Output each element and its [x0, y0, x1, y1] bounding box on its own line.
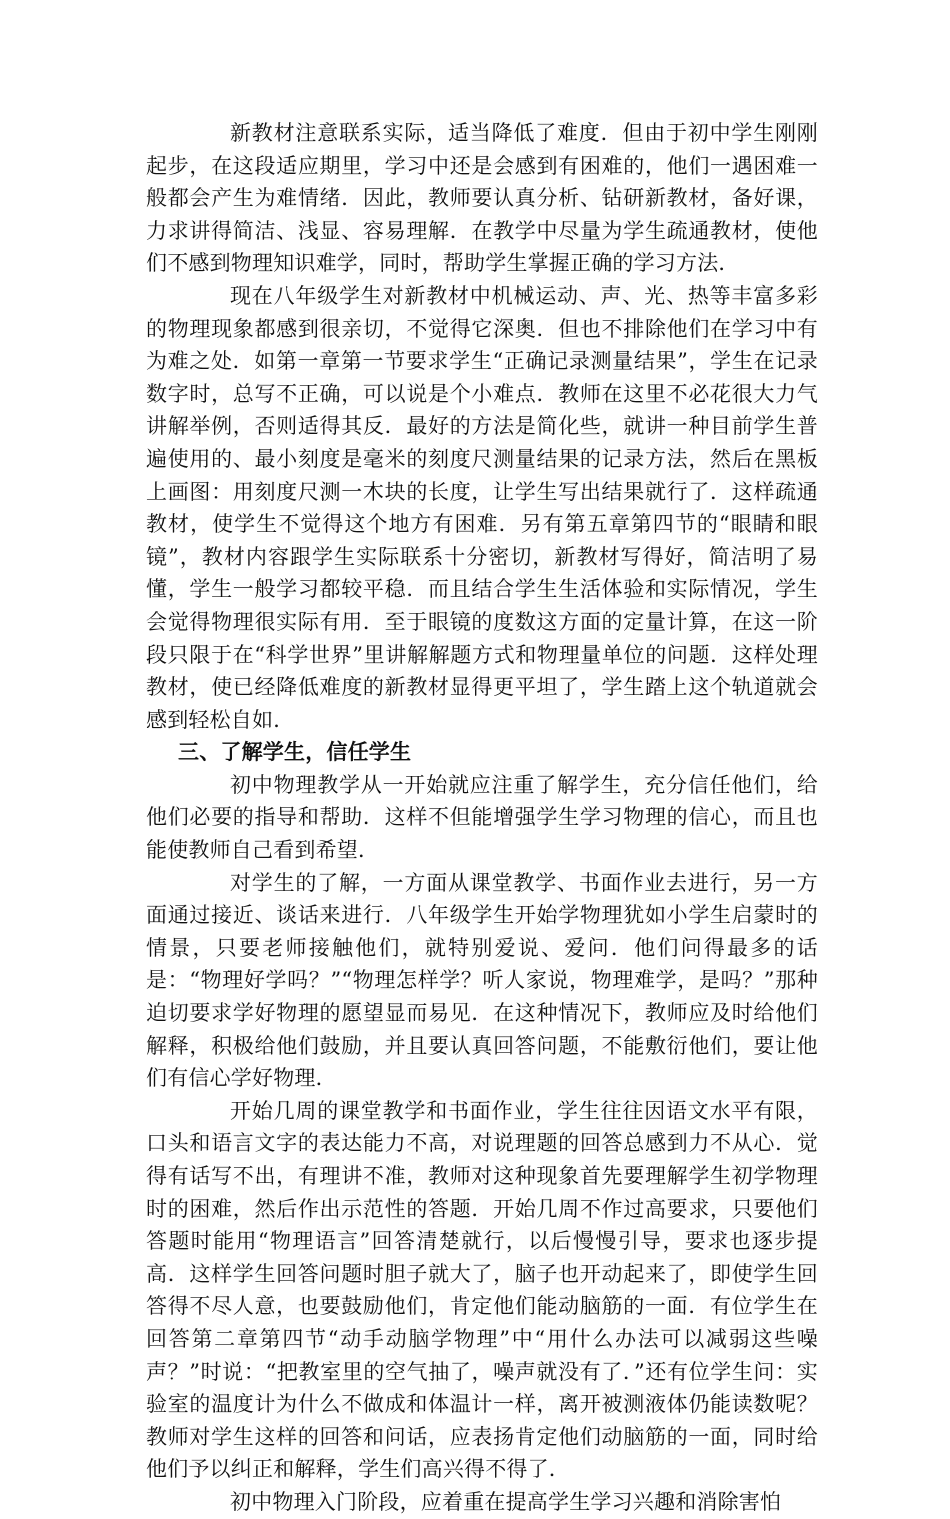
- paragraph-learning-about-students: 对学生的了解，一方面从课堂教学、书面作业去进行，另一方面通过接近、谈话来进行．八年级学生开始学物理犹如小学生启蒙时的情景，只要老师接触他们，就特别爱说、爱问．他们问得最多的话是：“物理好学吗？”“物理怎样学？听人家说，物理难学，是吗？”那种迫切要求学好物理的愿望显而易见．在这种情况下，教师应及时给他们解释，积极给他们鼓励，并且要认真回答问题，不能敷衍他们，要让他们有信心学好物理．: [146, 870, 818, 1091]
- paragraph-introductory-stage: 初中物理入门阶段，应着重在提高学生学习兴趣和消除害怕: [230, 1489, 782, 1514]
- paragraph-understand-students: 初中物理教学从一开始就应注重了解学生，充分信任他们，给他们必要的指导和帮助．这样不但能增强学生学习物理的信心，而且也能使教师自己看到希望．: [146, 772, 818, 863]
- paragraph-grade-eight-students: 现在八年级学生对新教材中机械运动、声、光、热等丰富多彩的物理现象都感到很亲切，不觉得它深奥．但也不排除他们在学习中有为难之处．如第一章第一节要求学生“正确记录测量结果”，学生在记录数字时，总写不正确，可以说是个小难点．教师在这里不必花很大力气讲解举例，否则适得其反．最好的方法是简化些，就讲一种目前学生普遍使用的、最小刻度是毫米的刻度尺测量结果的记录方法，然后在黑板上画图：用刻度尺测一木块的长度，让学生写出结果就行了．这样疏通教材，使学生不觉得这个地方有困难．另有第五章第四节的“眼睛和眼镜”，教材内容跟学生实际联系十分密切，新教材写得好，简洁明了易懂，学生一般学习都较平稳．而且结合学生生活体验和实际情况，学生会觉得物理很实际有用．至于眼镜的度数这方面的定量计算，在这一阶段只限于在“科学世界”里讲解解题方式和物理量单位的问题．这样处理教材，使已经降低难度的新教材显得更平坦了，学生踏上这个轨道就会感到轻松自如．: [146, 283, 818, 732]
- document-body: [146, 117, 818, 1519]
- section-heading: 三、了解学生，信任学生: [178, 740, 412, 765]
- paragraph-first-weeks: 开始几周的课堂教学和书面作业，学生往往因语文水平有限，口头和语言文字的表达能力不高，对说理题的回答总感到力不从心．觉得有话写不出，有理讲不准，教师对这种现象首先要理解学生初学物理时的困难，然后作出示范性的答题．开始几周不作过高要求，只要他们答题时能用“物理语言”回答清楚就行，以后慢慢引导，要求也逐步提高．这样学生回答问题时胆子就大了，脑子也开动起来了，即使学生回答得不尽人意，也要鼓励他们，肯定他们能动脑筋的一面．有位学生在回答第二章第四节“动手动脑学物理”中“用什么办法可以减弱这些噪声？”时说：“把教室里的空气抽了，噪声就没有了．”还有位学生问：实验室的温度计为什么不做成和体温计一样，离开被测液体仍能读数呢？教师对学生这样的回答和问话，应表扬肯定他们动脑筋的一面，同时给他们予以纠正和解释，学生们高兴得不得了．: [146, 1098, 818, 1482]
- paragraph-new-textbook: 新教材注意联系实际，适当降低了难度．但由于初中学生刚刚起步，在这段适应期里，学习中还是会感到有困难的，他们一遇困难一般都会产生为难情绪．因此，教师要认真分析、钻研新教材，备好课，力求讲得简洁、浅显、容易理解．在教学中尽量为学生疏通教材，使他们不感到物理知识难学，同时，帮助学生掌握正确的学习方法．: [146, 121, 818, 276]
